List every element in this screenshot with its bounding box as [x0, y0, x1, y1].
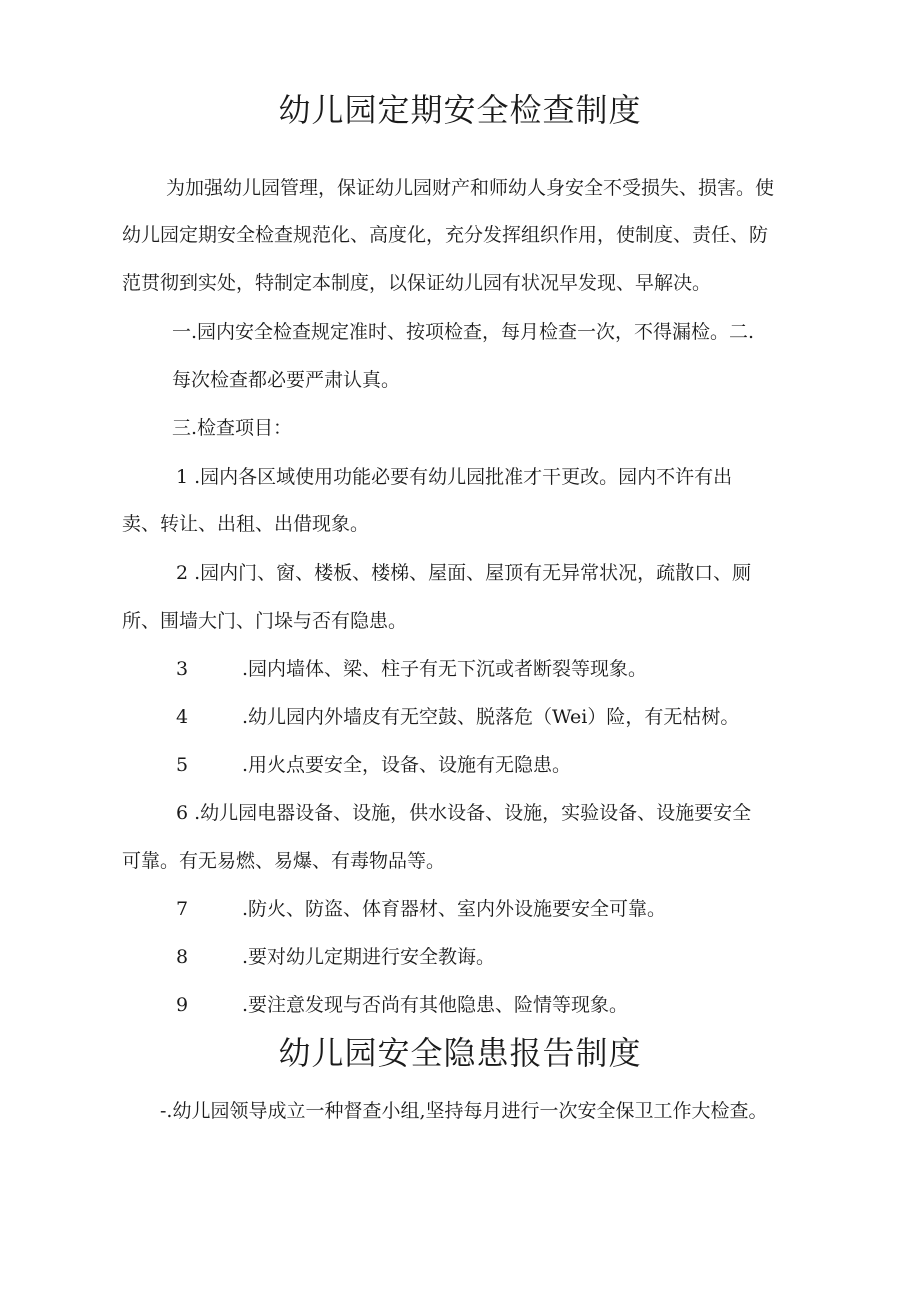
item-5-text: .用火点要安全，设备、设施有无隐患。: [242, 754, 572, 776]
intro-line-1: 为加强幼儿园管理，保证幼儿园财产和师幼人身安全不受损失、损害。使: [166, 177, 775, 199]
item-5-number: 5: [176, 754, 189, 776]
rule-1-line-2: 每次检查都必要严肃认真。: [172, 369, 401, 391]
item-6-line-1: 6 .幼儿园电器设备、设施，供水设备、设施，实验设备、设施要安全: [176, 802, 752, 824]
item-3-text: .园内墙体、梁、柱子有无下沉或者断裂等现象。: [242, 658, 648, 680]
item-8-number: 8: [176, 946, 189, 968]
item-2-line-2: 所、围墙大门、门垛与否有隐患。: [122, 610, 408, 632]
rule-1-line-1: 一.园内安全检查规定准时、按项检查，每月检查一次，不得漏检。二.: [172, 321, 755, 343]
rule-3-heading: 三.检查项目：: [172, 417, 293, 439]
item-4-text: .幼儿园内外墙皮有无空鼓、脱落危（Wei）险，有无枯树。: [242, 706, 740, 728]
intro-line-3: 范贯彻到实处，特制定本制度，以保证幼儿园有状况早发现、早解决。: [122, 272, 712, 294]
item-9-text: .要注意发现与否尚有其他隐患、险情等现象。: [242, 994, 629, 1016]
item-1-line-1: 1 .园内各区域使用功能必要有幼儿园批准才干更改。园内不许有出: [176, 466, 733, 488]
item-8-text: .要对幼儿定期进行安全教诲。: [242, 946, 496, 968]
item-7-number: 7: [176, 898, 189, 920]
section-title-2: 幼儿园安全隐患报告制度: [278, 1034, 642, 1072]
item-7-text: .防火、防盗、体育器材、室内外设施要安全可靠。: [242, 898, 667, 920]
item-4-number: 4: [176, 706, 189, 728]
intro-line-2: 幼儿园定期安全检查规范化、高度化，充分发挥组织作用，使制度、责任、防: [122, 224, 769, 246]
item-1-line-2: 卖、转让、出租、出借现象。: [122, 513, 370, 535]
report-line-1: -.幼儿园领导成立一种督查小组,坚持每月进行一次安全保卫工作大检查。: [160, 1100, 768, 1122]
item-9-number: 9: [176, 994, 189, 1016]
item-2-line-1: 2 .园内门、窗、楼板、楼梯、屋面、屋顶有无异常状况，疏散口、厕: [176, 562, 752, 584]
document-title: 幼儿园定期安全检查制度: [278, 91, 642, 129]
item-3-number: 3: [176, 658, 189, 680]
item-6-line-2: 可靠。有无易燃、易爆、有毒物品等。: [122, 850, 446, 872]
